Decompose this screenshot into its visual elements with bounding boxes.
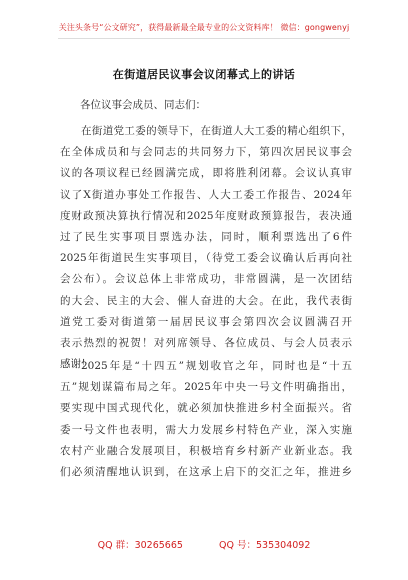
paragraph-line: 农村产业融合发展项目，积极培育乡村新产业新业态。我 bbox=[60, 444, 352, 457]
paragraph-line: 的大会、民主的大会、催人奋进的大会。在此，我代表街 bbox=[60, 294, 352, 307]
paragraph-line: 议了X街道办事处工作报告、人大工委工作报告、2024年 bbox=[60, 188, 352, 201]
paragraph-line: 道党工委对街道第一届居民议事会第四次会议圆满召开 bbox=[60, 315, 352, 328]
footer-contact bbox=[0, 537, 408, 551]
footer-qq-number: QQ 号：535304092 bbox=[219, 540, 311, 551]
paragraph-line: 会公布）。会议总体上非常成功，非常圆满，是一次团结 bbox=[60, 273, 352, 286]
paragraph-line: 委一号文件也表明，需大力发展乡村特色产业，深入实施 bbox=[60, 423, 352, 436]
footer-qq-group: QQ 群：30265665 bbox=[97, 540, 183, 551]
paragraph-line: 度财政预决算执行情况和2025年度财政预算报告，表决通 bbox=[60, 209, 352, 222]
paragraph-line: 在全体成员和与会同志的共同努力下，第四次居民议事会 bbox=[60, 146, 352, 159]
salutation: 各位议事会成员、同志们： bbox=[80, 99, 206, 111]
paragraph-1 bbox=[60, 121, 352, 375]
paragraph-line: 议的各项议程已经圆满完成，即将胜利闭幕。会议认真审 bbox=[60, 167, 352, 180]
paragraph-line: 2025年是“十四五”规划收官之年，同时也是“十五 bbox=[81, 360, 352, 372]
document-title: 在街道居民议事会议闭幕式上的讲话 bbox=[112, 68, 296, 81]
paragraph-line: 过了民生实事项目票选办法，同时，顺利票选出了6件 bbox=[60, 230, 352, 243]
header-divider bbox=[58, 38, 350, 39]
paragraph-line: 感谢！ bbox=[60, 358, 92, 371]
paragraph-line: 五”规划谋篇布局之年。2025年中央一号文件明确指出， bbox=[60, 381, 352, 394]
paragraph-2 bbox=[60, 356, 352, 483]
paragraph-line: 表示热烈的祝贺！对列席领导、各位成员、与会人员表示 bbox=[60, 336, 352, 349]
paragraph-line: 在街道党工委的领导下，在街道人大工委的精心组织下， bbox=[81, 125, 352, 137]
paragraph-line: 们必须清醒地认识到，在这承上启下的交汇之年，推进乡 bbox=[60, 465, 352, 478]
header-promo-note: 关注头条号“公文研究”，获得最新最全最专业的公文资料库！ 微信：gongwenyj bbox=[58, 23, 350, 32]
paragraph-line: 2025年街道民生实事项目，（待党工委会议确认后再向社 bbox=[60, 252, 352, 265]
paragraph-line: 要实现中国式现代化，就必须加快推进乡村全面振兴。省 bbox=[60, 402, 352, 415]
